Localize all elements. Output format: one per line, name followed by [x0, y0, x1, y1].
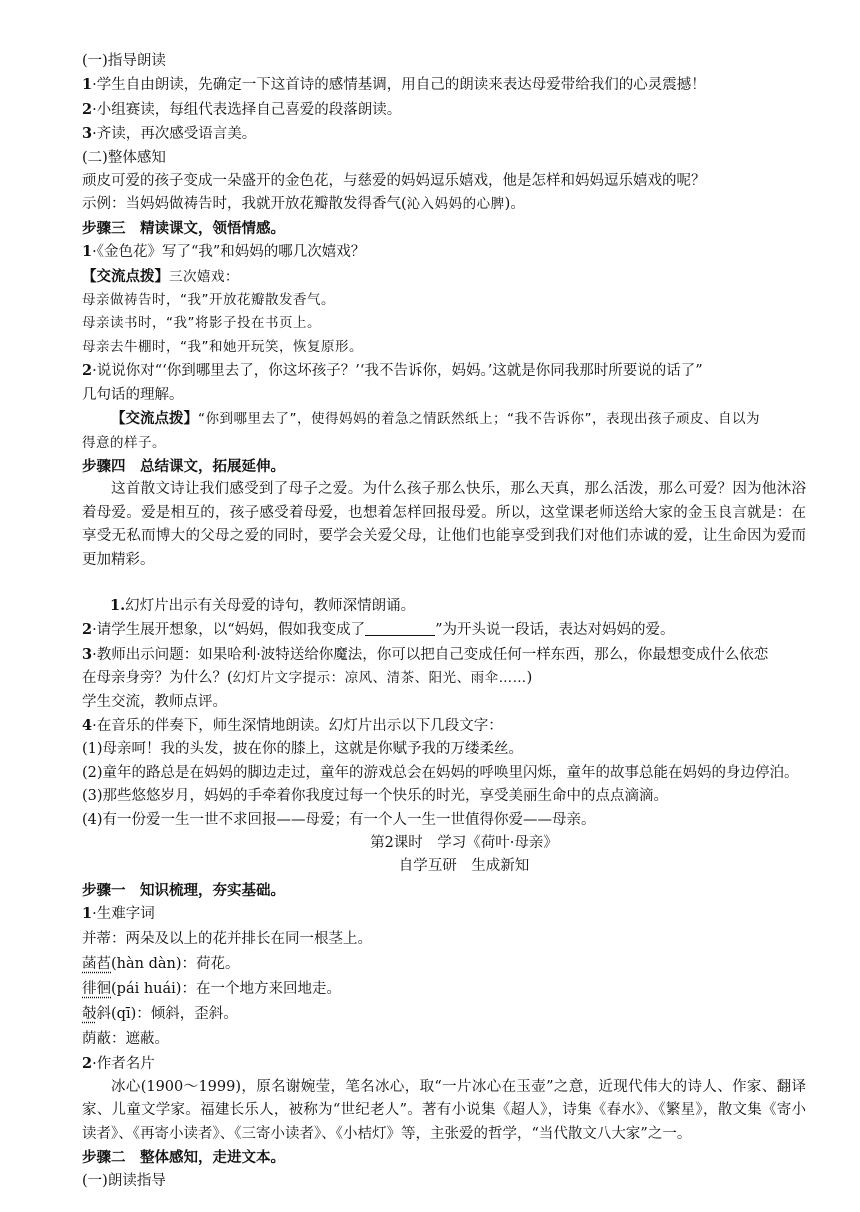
list-item-cont: 在母亲身旁？为什么？(幻灯片文字提示：凉风、清茶、阳光、雨伞……): [82, 670, 533, 687]
answer-line: 母亲读书时，“我”将影子投在书页上。: [82, 315, 321, 332]
paragraph: 这首散文诗让我们感受到了母子之爱。为什么孩子那么快乐，那么天真，那么活泼，那么可爱？因为他沐浴着母爱。爱是相互的，孩子感受着母爱，也想着怎样回报母爱。所以，这堂课老师送给大家的金玉良言就是：在享受无私而博大的父母之爱的同时，要学会关爱父母，让他们也能享受到我们对他们赤诚的爱，让生命因为爱而更加精彩。: [82, 481, 806, 568]
quote-item: (2)童年的路总是在妈妈的脚边走过，童年的游戏总会在妈妈的呼唤里闪烁，童年的故事总能在妈妈的身边停泊。: [82, 764, 799, 781]
step-heading: 步骤四 总结课文，拓展延伸。: [82, 457, 285, 475]
list-item: 2·请学生展开想象，以“妈妈，假如我变成了 ”为开头说一段话，表达对妈妈的爱。: [82, 621, 675, 639]
paragraph: 学生交流，教师点评。: [82, 693, 227, 710]
section-heading: (一)朗读指导: [82, 1172, 166, 1189]
vocab-item: 菡萏(hàn dàn)：荷花。: [82, 955, 240, 972]
answer-line: 母亲去牛棚时，“我”和她开玩笑，恢复原形。: [82, 338, 363, 355]
list-item: 2·作者名片: [82, 1054, 155, 1072]
list-item: 3·教师出示问题：如果哈利·波特送给你魔法，你可以把自己变成任何一样东西，那么，你最想变成什么依恋: [82, 645, 769, 663]
vocab-item: 攲斜(qī)：倾斜，歪斜。: [82, 1005, 238, 1022]
answer-line: 得意的样子。: [82, 434, 166, 451]
question: 1·《金色花》写了“我”和妈妈的哪几次嬉戏？: [82, 243, 366, 261]
answer-line: 【交流点拨】“你到哪里去了”，使得妈妈的着急之情跃然纸上；“我不告诉你”，表现出孩子顽皮、自以为: [111, 410, 760, 428]
step-heading: 步骤三 精读课文，领悟情感。: [82, 219, 285, 237]
lesson-title: 第2课时 学习《荷叶·母亲》: [370, 835, 558, 851]
author-bio: 冰心(1900～1999)，原名谢婉莹，笔名冰心，取“一片冰心在玉壶”之意，近现代伟大的诗人、作家、翻译家、儿童文学家。福建长乐人，被称为“世纪老人”。著有小说集《超人》，诗集《春水》、《繁星》，散文集《寄小读者》、《再寄小读者》、《三寄小读者》、《小桔灯》等，主张爱的哲学，“当代散文八大家”之一。: [82, 1079, 806, 1142]
list-item: 1·学生自由朗读，先确定一下这首诗的感情基调，用自己的朗读来表达母爱带给我们的心灵震撼！: [82, 76, 706, 94]
vocab-item: 徘徊(pái huái)：在一个地方来回地走。: [82, 980, 341, 997]
question: 2·说说你对“‘你到哪里去了，你这坏孩子？’‘我不告诉你，妈妈。’这就是你同我那时所要说的话了”: [82, 362, 703, 380]
quote-item: (4)有一份爱一生一世不求回报——母爱；有一个人一生一世值得你爱——母亲。: [82, 811, 596, 828]
paragraph: 顽皮可爱的孩子变成一朵盛开的金色花，与慈爱的妈妈逗乐嬉戏，他是怎样和妈妈逗乐嬉戏的呢？: [82, 173, 706, 190]
lesson-subtitle: 自学互研 生成新知: [398, 858, 530, 875]
vocab-item: 荫蔽：遮蔽。: [82, 1030, 169, 1047]
list-item: 1.幻灯片出示有关母爱的诗句，教师深情朗诵。: [110, 596, 416, 614]
example-line: 示例：当妈妈做祷告时，我就开放花瓣散发得香气(沁入妈妈的心脾)。: [82, 196, 525, 213]
list-item: 2·小组赛读，每组代表选择自己喜爱的段落朗读。: [82, 100, 402, 118]
step-heading: 步骤一 知识梳理，夯实基础。: [82, 881, 285, 899]
list-item: 4·在音乐的伴奏下，师生深情地朗读。幻灯片出示以下几段文字：: [82, 716, 503, 734]
question-cont: 几句话的理解。: [82, 386, 184, 403]
quote-item: (3)那些悠悠岁月，妈妈的手牵着你我度过每一个快乐的时光，享受美丽生命中的点点滴滴。: [82, 788, 669, 805]
quote-item: (1)母亲呵！我的头发，披在你的膝上，这就是你赋予我的万缕柔丝。: [82, 741, 524, 758]
answer-line: 【交流点拨】三次嬉戏：: [82, 267, 239, 285]
vocab-item: 并蒂：两朵及以上的花并排长在同一根茎上。: [82, 930, 372, 947]
list-item: 1·生难字词: [82, 905, 155, 923]
fill-blank: [365, 621, 435, 636]
vocab-list: [82, 927, 806, 1052]
answer-line: 母亲做祷告时，“我”开放花瓣散发香气。: [82, 292, 335, 309]
step-heading: 步骤二 整体感知，走进文本。: [82, 1149, 285, 1167]
section-heading: (一)指导朗读: [82, 53, 166, 69]
section-heading: (二)整体感知: [82, 149, 166, 166]
list-item: 3·齐读，再次感受语言美。: [82, 125, 257, 143]
